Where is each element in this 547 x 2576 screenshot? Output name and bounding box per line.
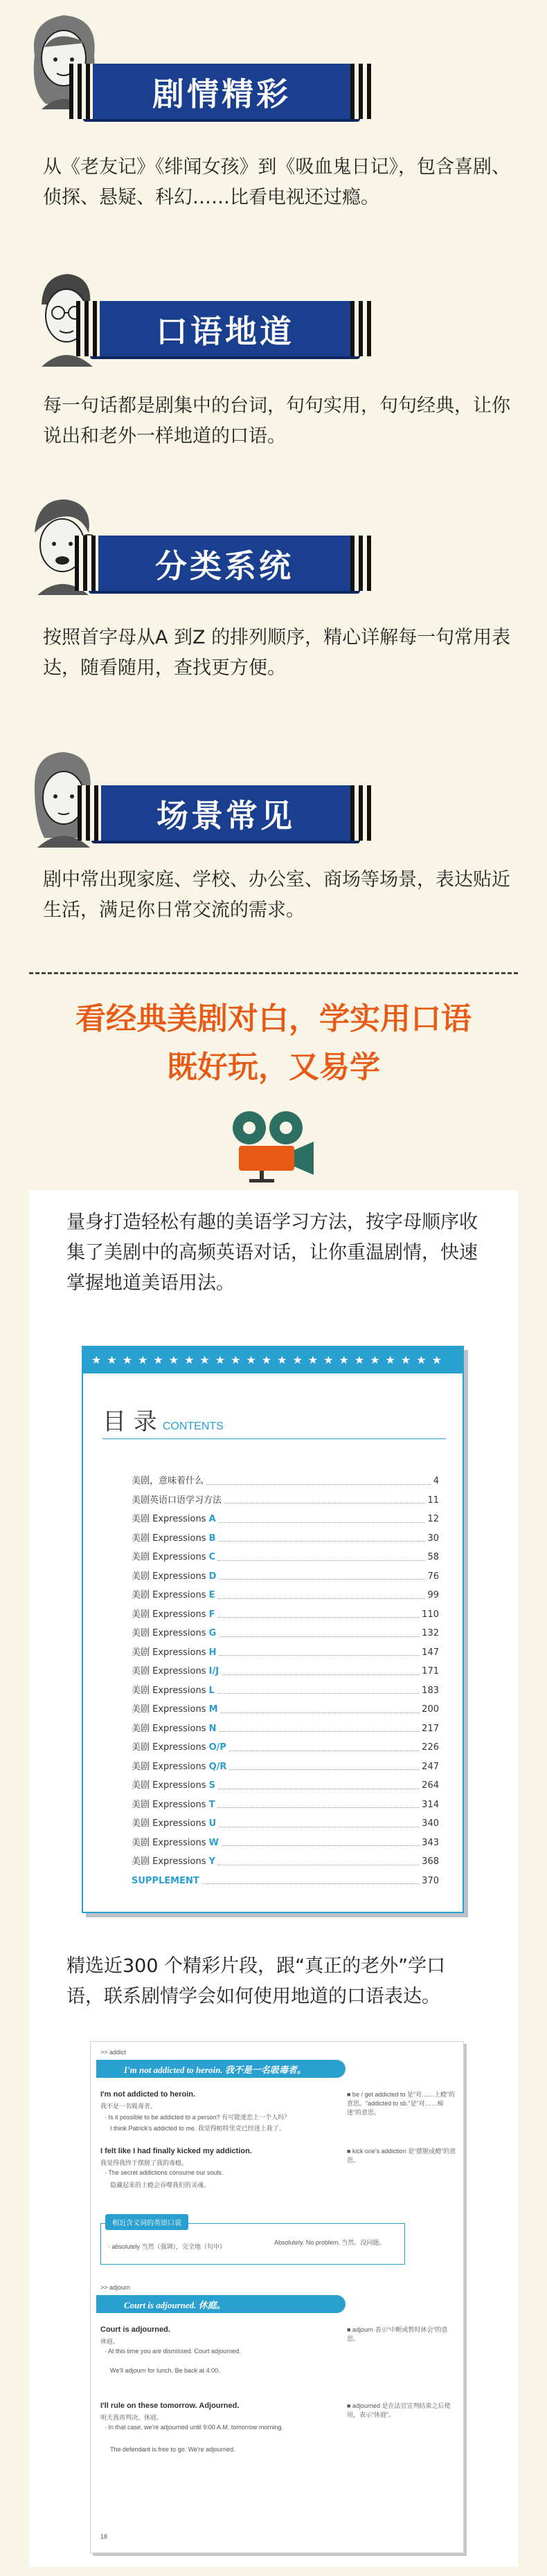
toc-leader [219, 1567, 424, 1580]
toc-leader [224, 1491, 424, 1504]
toc-page: 183 [422, 1685, 439, 1696]
toc-row [132, 1548, 439, 1567]
toc-row-label: 美剧 Expressions U [132, 1818, 217, 1829]
entry-ribbon [96, 2060, 346, 2078]
example-line: · Is it possible to be addicted to a person? 有可能迷恋上一个人吗？ [105, 2114, 291, 2121]
toc-page: 147 [422, 1647, 439, 1658]
toc-row-label: 美剧英语口语学习方法 [132, 1495, 222, 1506]
toc-list [132, 1472, 439, 1890]
toc-row [132, 1472, 439, 1491]
toc-leader [219, 1814, 419, 1827]
feature-title: 剧情精彩 [152, 75, 291, 113]
toc-row-label: 美剧 Expressions Y [132, 1856, 216, 1867]
toc-row [132, 1757, 439, 1777]
side-note: ■ kick one's addiction 是“摆脱成瘾”的意思。 [347, 2148, 456, 2164]
toc-row [132, 1700, 439, 1719]
toc-row [132, 1834, 439, 1853]
feature-title: 口语地道 [156, 313, 294, 350]
toc-page: 343 [422, 1837, 439, 1848]
toc-title-en: CONTENTS [162, 1421, 224, 1432]
feature-scenes [0, 730, 547, 951]
toc-leader [217, 1681, 419, 1695]
side-note: ■ adjourned 是在法官宣判结束之后使用，表示“休庭”。 [347, 2402, 451, 2418]
toc-row-label: 美剧 Expressions N [132, 1723, 217, 1734]
toc-leader [219, 1624, 419, 1637]
feature-title: 分类系统 [155, 547, 294, 585]
toc-row [132, 1852, 439, 1872]
entry-ribbon-text: Court is adjourned. 休庭。 [124, 2300, 226, 2310]
toc-leader [219, 1643, 420, 1656]
toc-row-label: 美剧 Expressions E [132, 1590, 215, 1600]
toc-title-cn: 目 录 [102, 1408, 157, 1436]
toc-page: 314 [422, 1799, 439, 1810]
toc-leader [219, 1719, 420, 1733]
example-line: · In that case, we're adjourned until 9:00 A.M. tomorrow morning. [105, 2424, 283, 2431]
toc-row-label: 美剧 Expressions W [132, 1837, 219, 1848]
toc-leader [202, 1872, 419, 1885]
toc-row [132, 1643, 439, 1663]
toc-leader [218, 1776, 419, 1789]
film-projector-icon [211, 1107, 329, 1183]
toc-row-label: 美剧 Expressions M [132, 1704, 218, 1715]
toc-row [132, 1776, 439, 1796]
example-line: 隐藏起来的上瘾会吞噬我们的灵魂。 [110, 2182, 210, 2189]
intro-paragraph-2: 精选近300 个精彩片段，跟“真正的老外”学口语，联系剧情学会如何使用地道的口语表达。 [66, 1955, 446, 2007]
feature-speaking [0, 242, 547, 464]
toc-page: 200 [422, 1704, 439, 1715]
feature-system [0, 477, 547, 685]
sample-page [90, 2041, 464, 2553]
feature-plot [0, 0, 547, 228]
section-divider [29, 972, 518, 974]
toc-page: 99 [427, 1590, 439, 1600]
toc-row-label: 美剧 Expressions G [132, 1628, 217, 1638]
toc-row [132, 1719, 439, 1739]
toc-row [132, 1605, 439, 1625]
toc-row-label: 美剧，意味着什么 [132, 1476, 204, 1486]
toc-page: 340 [422, 1818, 439, 1829]
toc-row-supplement [132, 1872, 439, 1891]
feature-banner [83, 64, 360, 119]
feature-banner [91, 785, 360, 841]
toc-row [132, 1624, 439, 1643]
toc-row-label: 美剧 Expressions C [132, 1552, 216, 1562]
related-box-example: Absolutely. No problem. 当然。没问题。 [274, 2239, 386, 2246]
related-box [100, 2220, 405, 2265]
toc-row [132, 1491, 439, 1510]
toc-page: 58 [427, 1552, 439, 1562]
example-line: · At this time you are dismissed. Court adjourned. [105, 2348, 241, 2355]
entry-tag: >> addict [100, 2049, 127, 2056]
example-heading: I'm not addicted to heroin. [100, 2090, 196, 2099]
toc-page: 132 [422, 1628, 439, 1638]
toc-row-label: SUPPLEMENT [132, 1875, 199, 1886]
entry-tag: >> adjourn [100, 2284, 131, 2291]
toc-leader [218, 1586, 425, 1599]
example-translation: 休庭。 [100, 2338, 120, 2345]
toc-row-label: 美剧 Expressions S [132, 1780, 215, 1791]
toc-leader [221, 1700, 420, 1713]
toc-page: 226 [422, 1742, 439, 1753]
toc-row [132, 1814, 439, 1834]
feature-banner [89, 536, 360, 591]
toc-row-label: 美剧 Expressions L [132, 1685, 215, 1696]
example-heading: I'll rule on these tomorrow. Adjourned. [100, 2402, 240, 2410]
toc-row-label: 美剧 Expressions Q/R [132, 1761, 227, 1772]
headline-line2: 既好玩，又易学 [167, 1050, 380, 1085]
feature-description: 每一句话都是剧集中的台词，句句实用，句句经典，让你说出和老外一样地道的口语。 [43, 395, 510, 447]
toc-page: 264 [422, 1780, 439, 1791]
example-translation: 明天我再判决。休庭。 [100, 2414, 163, 2421]
toc-page: 171 [422, 1666, 439, 1677]
toc-page: 217 [422, 1723, 439, 1734]
toc-page: 370 [422, 1875, 439, 1886]
entry-ribbon [96, 2295, 346, 2313]
feature-description: 剧中常出现家庭、学校、办公室、商场等场景，表达贴近生活，满足你日常交流的需求。 [43, 869, 510, 921]
toc-page: 76 [427, 1571, 439, 1582]
example-heading: I felt like I had finally kicked my addiction. [100, 2147, 252, 2155]
toc-row [132, 1681, 439, 1701]
toc-leader [218, 1852, 419, 1865]
toc-page: 110 [422, 1609, 439, 1620]
intro-paragraph: 量身打造轻松有趣的美语学习方法，按字母顺序收集了美剧中的高频英语对话，让你重温剧情，快速掌握地道美语用法。 [66, 1212, 478, 1294]
toc-leader [222, 1662, 419, 1675]
feature-banner [90, 301, 360, 356]
toc-row-label: 美剧 Expressions O/P [132, 1742, 226, 1753]
example-line: I think Patrick's addicted to me. 我觉得帕特里克已经迷上我了。 [110, 2125, 285, 2132]
toc-page: 247 [422, 1761, 439, 1772]
page-number: 18 [100, 2533, 108, 2540]
example-line: The defendant is free to go. We're adjourned. [110, 2446, 235, 2453]
toc-title [102, 1403, 224, 1436]
toc-row [132, 1567, 439, 1587]
toc-leader [219, 1529, 425, 1542]
example-heading: Court is adjourned. [100, 2326, 170, 2334]
related-box-text: · absolutely 当然（强调），完全地（句中） [108, 2243, 226, 2250]
toc-leader [206, 1472, 431, 1485]
toc-row [132, 1586, 439, 1605]
toc-row [132, 1738, 439, 1757]
toc-page: 368 [422, 1856, 439, 1867]
toc-rule [102, 1438, 446, 1439]
toc-row-label: 美剧 Expressions D [132, 1571, 217, 1582]
toc-leader [222, 1834, 419, 1847]
side-note: ■ be / get addicted to 是“对……上瘾”的意思。“addicted to sb.”是“对……痴迷”的意思。 [347, 2091, 455, 2116]
toc-row-label: 美剧 Expressions I/J [132, 1666, 219, 1677]
toc-row-label: 美剧 Expressions A [132, 1514, 216, 1524]
toc-row-label: 美剧 Expressions T [132, 1799, 215, 1810]
toc-row [132, 1662, 439, 1681]
toc-leader [218, 1548, 424, 1561]
toc-row [132, 1529, 439, 1549]
toc-row [132, 1796, 439, 1815]
side-note: ■ adjourn 表示“中断或暂时休会”的意思。 [347, 2326, 448, 2342]
table-of-contents [82, 1346, 464, 1913]
toc-star-bar: ★★★★★★★★★★★★★★★★★★★★★★★ [83, 1347, 463, 1373]
toc-row-label: 美剧 Expressions F [132, 1609, 215, 1620]
toc-leader [218, 1605, 420, 1618]
toc-page: 12 [427, 1514, 439, 1524]
entry-ribbon-text: I'm not addicted to heroin. 我不是一名吸毒者。 [124, 2065, 306, 2075]
toc-leader [229, 1738, 419, 1751]
toc-leader [219, 1510, 425, 1523]
example-translation: 我不是一名吸毒者。 [100, 2103, 157, 2110]
example-translation: 我觉得我终于摆脱了我的毒瘾。 [100, 2159, 188, 2166]
toc-page: 11 [427, 1495, 439, 1506]
example-line: We'll adjourn for lunch. Be back at 4:00. [110, 2367, 220, 2374]
toc-row [132, 1510, 439, 1529]
headline-line1: 看经典美剧对白，学实用口语 [75, 1001, 472, 1036]
toc-row-label: 美剧 Expressions H [132, 1647, 217, 1658]
toc-leader [229, 1757, 419, 1771]
feature-description: 从《老友记》《绯闻女孩》到《吸血鬼日记》，包含喜剧、侦探、悬疑、科幻……比看电视还过瘾。 [43, 156, 510, 208]
feature-description: 按照首字母从A 到Z 的排列顺序，精心详解每一句常用表达，随看随用，查找更方便。 [43, 627, 511, 679]
toc-row-label: 美剧 Expressions B [132, 1533, 216, 1544]
related-box-tab: 相近含义词的英语口说 [105, 2214, 188, 2230]
example-line: · The secret addictions consume our souls. [105, 2169, 224, 2176]
toc-page: 30 [427, 1533, 439, 1544]
toc-leader [217, 1796, 419, 1809]
feature-title: 场景常见 [156, 797, 295, 834]
toc-page: 4 [433, 1476, 439, 1486]
